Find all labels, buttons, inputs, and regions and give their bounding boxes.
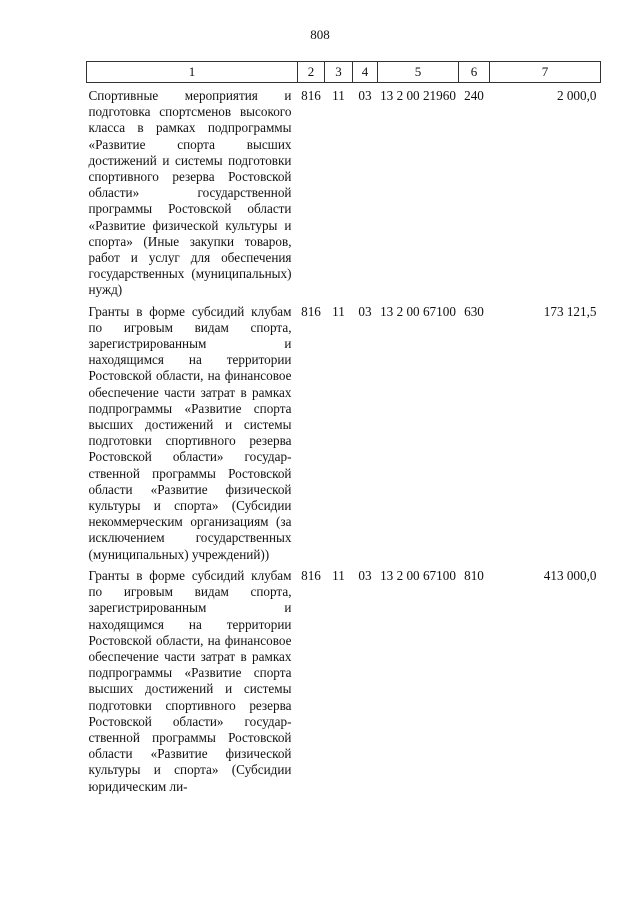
row-ministry-code: 816 <box>301 88 321 103</box>
header-col-1: 1 <box>87 62 298 83</box>
table-row <box>87 83 601 299</box>
row-amount: 413 000,0 <box>543 567 597 583</box>
header-col-7: 7 <box>490 62 601 83</box>
page-number: 808 <box>310 27 330 42</box>
header-row <box>87 62 601 83</box>
row-target-article: 13 2 00 67100 <box>380 303 456 319</box>
header-col-3: 3 <box>325 62 353 83</box>
row-description: Гранты в форме субсидий клубам по игровым видам спорта, зарегистрированным и находящимся на территории Ростовской области, на финансовое обеспечение части затрат в рамках подпрограммы «Развитие спорта высших достижений и системы подготовки спортивного резерва Ростовской области» государственной программы Ростовской области «Развитие физической культуры и спорта» (Субсидии юридическим ли- <box>88 567 292 794</box>
row-expense-type: 630 <box>464 303 484 319</box>
row-amount: 173 121,5 <box>543 303 597 319</box>
row-target-article: 13 2 00 67100 <box>380 567 456 583</box>
row-section-code: 11 <box>332 303 345 319</box>
budget-table <box>86 61 601 795</box>
row-ministry-code: 816 <box>301 303 321 319</box>
row-section-code: 11 <box>332 88 345 103</box>
row-target-article: 13 2 00 21960 <box>380 88 456 103</box>
table-row <box>87 563 601 795</box>
header-col-2: 2 <box>298 62 325 83</box>
row-amount: 2 000,0 <box>556 88 597 103</box>
row-description: Спортивные мероприятия и подготовка спортсменов высокого класса в рамках подпрограммы «Развитие спорта высших достижений и системы подготовки спортивного резерва Ростовской области» государственной программы Ростовской области «Развитие физической культуры и спорта» (Иные закупки товаров, работ и услуг для обеспечения государственных (муниципальных) нужд) <box>88 88 292 298</box>
row-expense-type: 240 <box>464 88 484 103</box>
header-col-5: 5 <box>378 62 459 83</box>
row-section-code: 11 <box>332 567 345 583</box>
header-col-4: 4 <box>353 62 378 83</box>
row-subsection-code: 03 <box>358 567 372 583</box>
header-col-6: 6 <box>459 62 490 83</box>
row-ministry-code: 816 <box>301 567 321 583</box>
row-subsection-code: 03 <box>358 303 372 319</box>
row-expense-type: 810 <box>464 567 484 583</box>
row-description: Гранты в форме субсидий клубам по игровым видам спорта, зарегистрированным и находящимся на территории Ростовской области, на финансовое обеспечение части затрат в рамках подпрограммы «Развитие спорта высших достижений и системы подготовки спортивного резерва Ростовской области» государственной программы Ростовской области «Развитие физической культуры и спорта» (Субсидии некоммерческим организациям (за исключением государственных (муниципальных) учреждений)) <box>88 303 292 562</box>
table-row <box>87 299 601 563</box>
row-subsection-code: 03 <box>358 88 372 103</box>
